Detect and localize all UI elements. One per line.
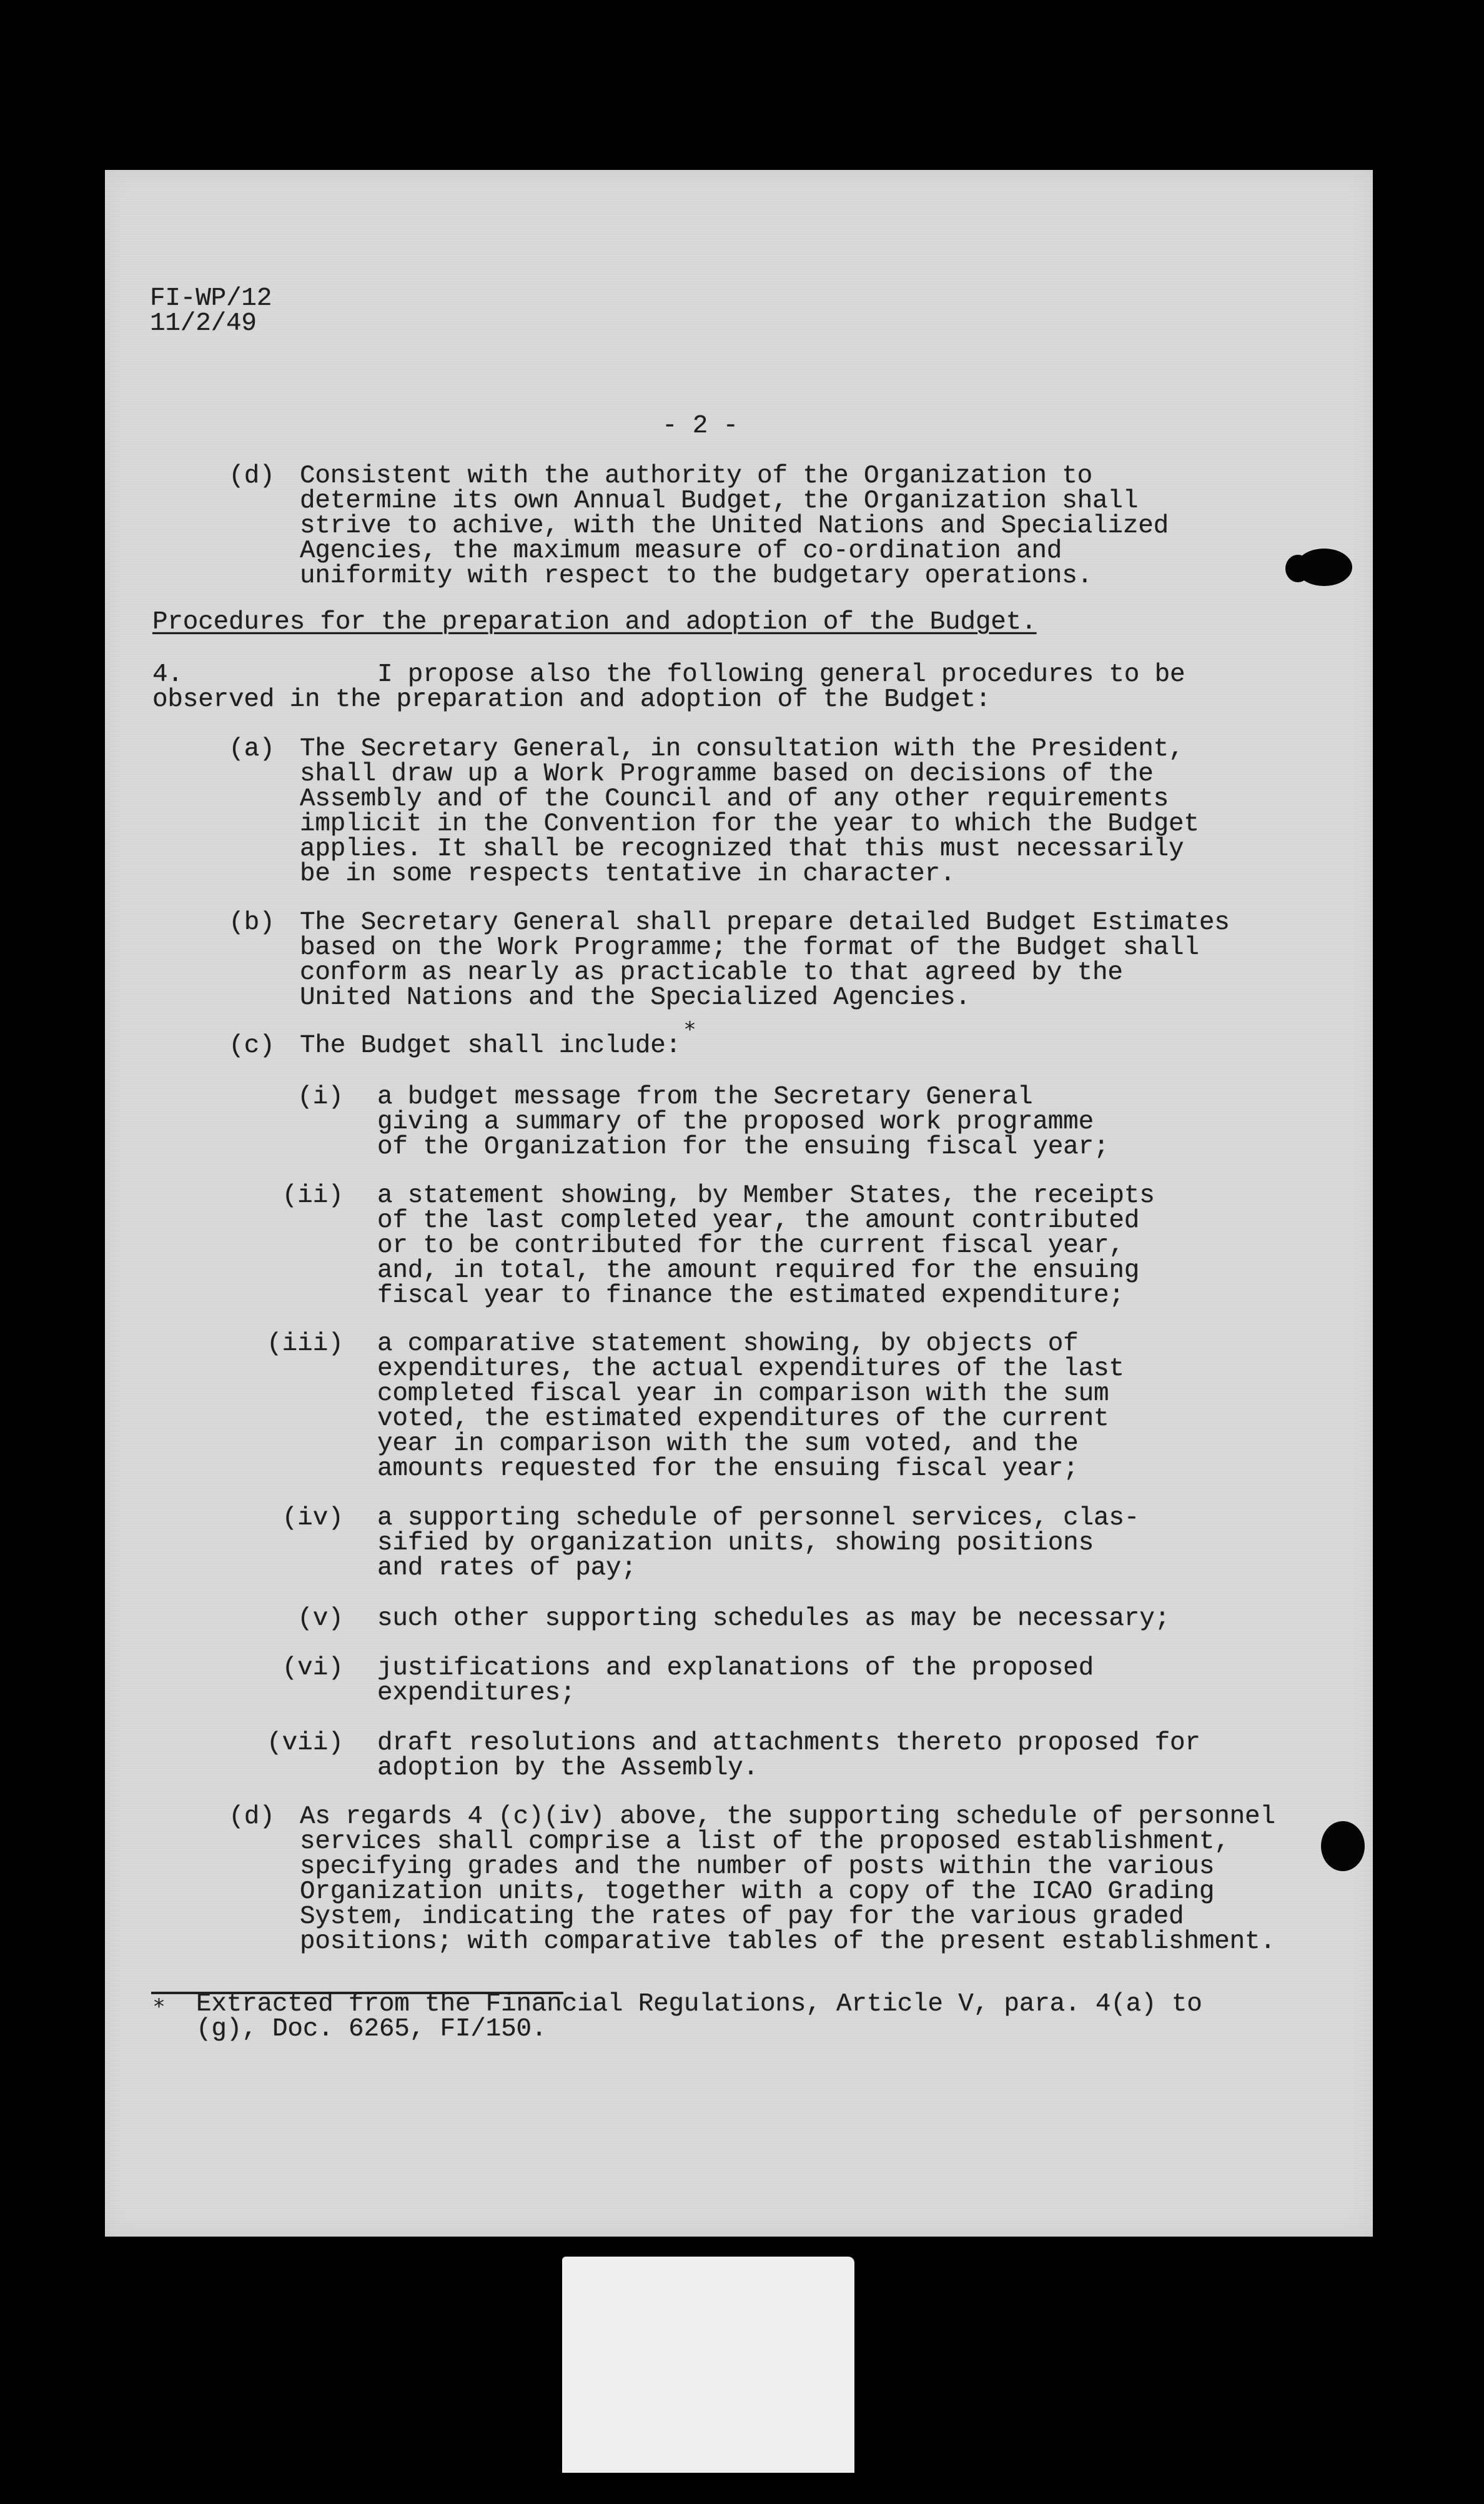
text-line: expenditures; [377,1679,576,1707]
text-line: of the Organization for the ensuing fiscal year; [377,1133,1109,1161]
item-c-label: (c) [229,1031,275,1060]
item-b-label: (b) [229,908,275,937]
text-line: be in some respects tentative in character. [300,860,956,888]
text-line: Organization units, together with a copy of the ICAO Grading [300,1877,1215,1906]
item-b-body [300,910,1230,1010]
subitem-i-label: (i) [297,1083,344,1111]
text-line: voted, the estimated expenditures of the current [377,1404,1109,1433]
text-line: Assembly and of the Council and of any other requirements [300,785,1169,813]
text-line: a supporting schedule of personnel services, clas- [377,1504,1140,1533]
footnote-body [196,1992,1202,2042]
text-line: applies. It shall be recognized that this must necessarily [300,835,1184,863]
document-ref-number: FI-WP/12 [150,284,272,313]
text-line: amounts requested for the ensuing fiscal year; [377,1454,1079,1483]
para-4-label: 4. [152,660,183,689]
subitem-v-body [377,1606,1170,1631]
text-line: justifications and explanations of the proposed [377,1654,1094,1682]
subitem-v-label: (v) [297,1604,344,1633]
para-d-top-body [300,464,1169,589]
para-4-line-2: observed in the preparation and adoption of the Budget: [152,685,991,714]
item-a-label: (a) [229,735,275,763]
para-d-bottom-label: (d) [229,1802,275,1831]
punch-hole-blot-top-small [1285,555,1310,582]
text-line: a budget message from the Secretary General [377,1083,1033,1111]
text-line: implicit in the Convention for the year to which the Budget [300,810,1199,838]
text-line: System, indicating the rates of pay for the various graded [300,1902,1184,1931]
text-line: giving a summary of the proposed work programme [377,1108,1094,1136]
text-line: year in comparison with the sum voted, and the [377,1429,1079,1458]
text-line: fiscal year to finance the estimated expenditure; [377,1281,1124,1310]
text-line: conform as nearly as practicable to that agreed by the [300,958,1123,987]
text-line: expenditures, the actual expenditures of the last [377,1354,1124,1383]
subitem-iii-body [377,1331,1124,1481]
subitem-iv-label: (iv) [282,1504,344,1533]
subitem-vi-body [377,1656,1094,1706]
text-line: determine its own Annual Budget, the Organization shall [300,487,1139,515]
text-line: specifying grades and the number of posts within the various [300,1852,1215,1881]
section-heading: Procedures for the preparation and adoption of the Budget. [152,608,1037,637]
text-line: completed fiscal year in comparison with the sum [377,1379,1109,1408]
text-line: and, in total, the amount required for the ensuing [377,1256,1140,1285]
item-a-body [300,737,1199,887]
text-line: positions; with comparative tables of the present establishment. [300,1927,1275,1956]
text-line: based on the Work Programme; the format of the Budget shall [300,933,1199,962]
subitem-vi-label: (vi) [282,1654,344,1682]
subitem-vii-body [377,1731,1200,1781]
text-line: strive to achive, with the United Nations and Specialized [300,512,1169,540]
document-date: 11/2/49 [150,309,257,338]
text-line: and rates of pay; [377,1554,636,1582]
text-line: a comparative statement showing, by objects of [377,1329,1079,1358]
text-line: or to be contributed for the current fiscal year, [377,1231,1124,1260]
text-line: sified by organization units, showing positions [377,1529,1094,1558]
subitem-ii-body [377,1183,1155,1308]
text-line: such other supporting schedules as may be necessary; [377,1604,1170,1633]
footnote-marker-star: * [685,1017,695,1042]
item-c-text: The Budget shall include: [300,1031,681,1060]
text-line: The Secretary General, in consultation with the President, [300,735,1184,763]
subitem-ii-label: (ii) [282,1181,344,1210]
subitem-iv-body [377,1506,1139,1581]
text-line: of the last completed year, the amount contributed [377,1206,1140,1235]
text-line: adoption by the Assembly. [377,1754,759,1782]
text-line: a statement showing, by Member States, the receipts [377,1181,1155,1210]
text-line: Extracted from the Financial Regulations, Article V, para. 4(a) to [196,1990,1202,2019]
text-line: Agencies, the maximum measure of co-ordination and [300,537,1062,565]
punch-hole-blot-bottom [1321,1821,1365,1871]
page-number: - 2 - [662,412,739,440]
text-line: The Secretary General shall prepare detailed Budget Estimates [300,908,1230,937]
text-line: United Nations and the Specialized Agencies. [300,983,971,1012]
subitem-vii-label: (vii) [266,1729,344,1757]
text-line: Consistent with the authority of the Organization to [300,462,1093,490]
text-line: uniformity with respect to the budgetary operations. [300,562,1093,590]
subitem-iii-label: (iii) [266,1329,344,1358]
text-line: shall draw up a Work Programme based on decisions of the [300,760,1154,788]
text-line: draft resolutions and attachments thereto proposed for [377,1729,1200,1757]
subitem-i-body [377,1085,1109,1160]
para-4-line-1: I propose also the following general procedures to be [377,660,1185,689]
text-line: (g), Doc. 6265, FI/150. [196,2015,547,2044]
para-d-bottom-body [300,1804,1275,1954]
para-d-top-label: (d) [229,462,275,490]
footnote-star: * [154,1994,164,2019]
blank-card [562,2257,854,2473]
text-line: services shall comprise a list of the proposed establishment, [300,1827,1230,1856]
text-line: As regards 4 (c)(iv) above, the supporting schedule of personnel [300,1802,1275,1831]
